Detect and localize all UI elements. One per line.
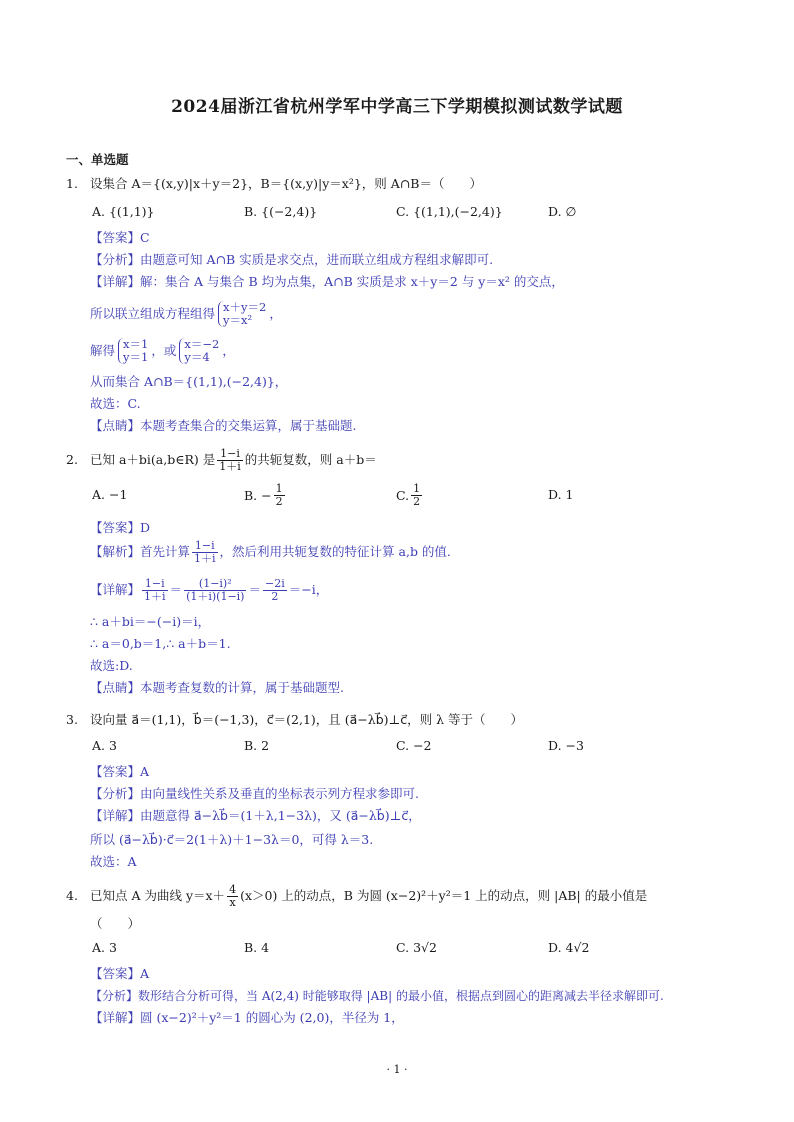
fraction-numerator: (1−i)²	[184, 578, 246, 591]
system-eq-2: y＝x²	[223, 313, 253, 327]
detail-label: 【详解】	[90, 582, 141, 597]
fraction	[217, 448, 243, 473]
stem-part-b: (x＞0) 上的动点，B 为圆 (x−2)²＋y²＝1 上的动点，则 |AB| 的最小值是	[240, 888, 648, 903]
solution-mid: ，或	[151, 343, 177, 358]
system-eq-1: x＋y＝2	[223, 300, 267, 314]
detail-end: ＝−i，	[288, 582, 329, 597]
question-stem	[90, 444, 377, 476]
detail-text	[90, 572, 328, 608]
system-prefix: 所以联立组成方程组得	[90, 306, 216, 321]
section-heading: 一、单选题	[66, 152, 129, 167]
analysis-text	[90, 536, 451, 568]
fraction-numerator: −2i	[265, 576, 285, 590]
option-b: B. 4	[244, 940, 270, 955]
fraction-half	[411, 483, 422, 508]
derivation-line: ∴ a＋bi＝−(−i)＝i，	[90, 614, 211, 629]
fraction	[184, 578, 246, 603]
derivation-line: ∴ a＝0,b＝1,∴ a＋b＝1.	[90, 636, 231, 651]
system-suffix: ，	[269, 306, 282, 321]
choose-text: 故选：C.	[90, 396, 141, 411]
fraction	[192, 540, 218, 565]
solution-prefix: 解得	[90, 343, 116, 358]
analysis-text: 【分析】数形结合分析可得，当 A(2,4) 时能够取得 |AB| 的最小值，根据点到圆心的距离减去半径求解即可.	[90, 989, 664, 1003]
fraction	[227, 884, 238, 909]
option-c: C. 3√2	[396, 940, 437, 955]
fraction-numerator: 4	[229, 882, 237, 896]
option-d: D. 1	[548, 487, 574, 502]
answer-label: 【答案】A	[90, 764, 150, 779]
stem-part-a: 已知点 A 为曲线 y＝x＋	[90, 888, 226, 903]
choose-text: 故选：A	[90, 854, 137, 869]
fraction-denominator: 1＋i	[194, 551, 216, 565]
question-number: 3.	[66, 712, 78, 727]
solution-1-y: y＝1	[123, 350, 149, 364]
equals-sign: ＝	[169, 582, 183, 597]
page-title: 2024届浙江省杭州学军中学高三下学期模拟测试数学试题	[171, 97, 623, 117]
solution-brace-1	[118, 338, 148, 364]
fraction-numerator: 1	[413, 481, 421, 495]
option-b	[244, 480, 287, 510]
derivation-line: 所以 (a⃗−λb⃗)·c⃗＝2(1＋λ)＋1−3λ＝0，可得 λ＝3.	[90, 832, 374, 847]
fraction-numerator: 1−i	[142, 578, 168, 591]
answer-label: 【答案】A	[90, 966, 150, 981]
system-brace	[218, 301, 266, 327]
fraction-denominator: (1＋i)(1−i)	[186, 589, 245, 603]
analysis-part-a: 【解析】首先计算	[90, 544, 191, 559]
solution-brace-2	[179, 338, 219, 364]
option-b: B. 2	[244, 738, 270, 753]
option-d: D. ∅	[548, 204, 577, 219]
question-number: 2.	[66, 452, 78, 467]
option-b: B. {(−2,4)}	[244, 204, 318, 219]
page-number: · 1 ·	[386, 1063, 408, 1076]
option-a: A. {(1,1)}	[92, 204, 155, 219]
fraction-numerator: 1−i	[217, 448, 243, 461]
question-number: 4.	[66, 888, 78, 903]
detail-text: 【详解】由题意得 a⃗−λb⃗＝(1＋λ,1−3λ)，又 (a⃗−λb⃗)⊥c⃗，	[90, 808, 421, 823]
option-d: D. −3	[548, 738, 584, 753]
option-a: A. 3	[92, 738, 117, 753]
answer-label: 【答案】D	[90, 520, 151, 535]
question-number: 1.	[66, 176, 78, 191]
stem-part-a: 已知 a＋bi(a,b∈R) 是	[90, 452, 216, 467]
question-stem	[90, 880, 647, 912]
fraction-denominator: x	[229, 895, 236, 909]
result-text: 从而集合 A∩B＝{(1,1),(−2,4)}，	[90, 374, 288, 389]
fraction-denominator: 1＋i	[219, 459, 241, 473]
option-a: A. −1	[92, 487, 128, 502]
answer-blank: （ ）	[90, 916, 141, 931]
comment-text: 【点睛】本题考查集合的交集运算，属于基础题.	[90, 418, 357, 433]
answer-label: 【答案】C	[90, 230, 150, 245]
fraction-denominator: 1＋i	[144, 589, 166, 603]
option-d: D. 4√2	[548, 940, 590, 955]
question-stem: 设集合 A＝{(x,y)|x＋y＝2}，B＝{(x,y)|y＝x²}，则 A∩B＝（ ）	[90, 176, 482, 191]
option-c	[396, 480, 424, 510]
solution-suffix: ，	[222, 343, 235, 358]
stem-part-b: 的共轭复数，则 a＋b＝	[244, 452, 377, 467]
analysis-text: 【分析】由题意可知 A∩B 实质是求交点，进而联立组成方程组求解即可.	[90, 252, 494, 267]
comment-text: 【点睛】本题考查复数的计算，属于基础题型.	[90, 680, 344, 695]
equation-system-line	[90, 296, 282, 332]
option-c-label: C.	[396, 487, 410, 503]
analysis-part-b: ，然后利用共轭复数的特征计算 a,b 的值.	[219, 544, 451, 559]
choose-text: 故选:D.	[90, 658, 133, 673]
question-stem: 设向量 a⃗＝(1,1)，b⃗＝(−1,3)，c⃗＝(2,1)，且 (a⃗−λb⃗)⊥c⃗，则 λ 等于（ ）	[90, 712, 524, 727]
fraction	[142, 578, 168, 603]
fraction	[263, 578, 287, 603]
analysis-text: 【分析】由向量线性关系及垂直的坐标表示列方程求参即可.	[90, 786, 419, 801]
detail-text: 【详解】圆 (x−2)²＋y²＝1 的圆心为 (2,0)，半径为 1，	[90, 1010, 404, 1025]
solution-1-x: x＝1	[123, 337, 149, 351]
detail-text: 【详解】解：集合 A 与集合 B 均为点集，A∩B 实质是求 x＋y＝2 与 y＝x² 的交点，	[90, 274, 564, 289]
equals-sign: ＝	[248, 582, 261, 597]
solution-line	[90, 334, 235, 368]
fraction-half	[274, 483, 285, 508]
fraction-denominator: 2	[271, 589, 279, 603]
fraction-denominator: 2	[275, 494, 283, 508]
fraction-denominator: 2	[413, 494, 421, 508]
solution-2-x: x＝−2	[184, 337, 220, 351]
fraction-numerator: 1	[275, 481, 283, 495]
fraction-numerator: 1−i	[192, 540, 218, 553]
solution-2-y: y＝4	[184, 350, 210, 364]
option-b-label: B. −	[244, 487, 272, 503]
option-a: A. 3	[92, 940, 117, 955]
option-c: C. −2	[396, 738, 432, 753]
option-c: C. {(1,1),(−2,4)}	[396, 204, 503, 219]
